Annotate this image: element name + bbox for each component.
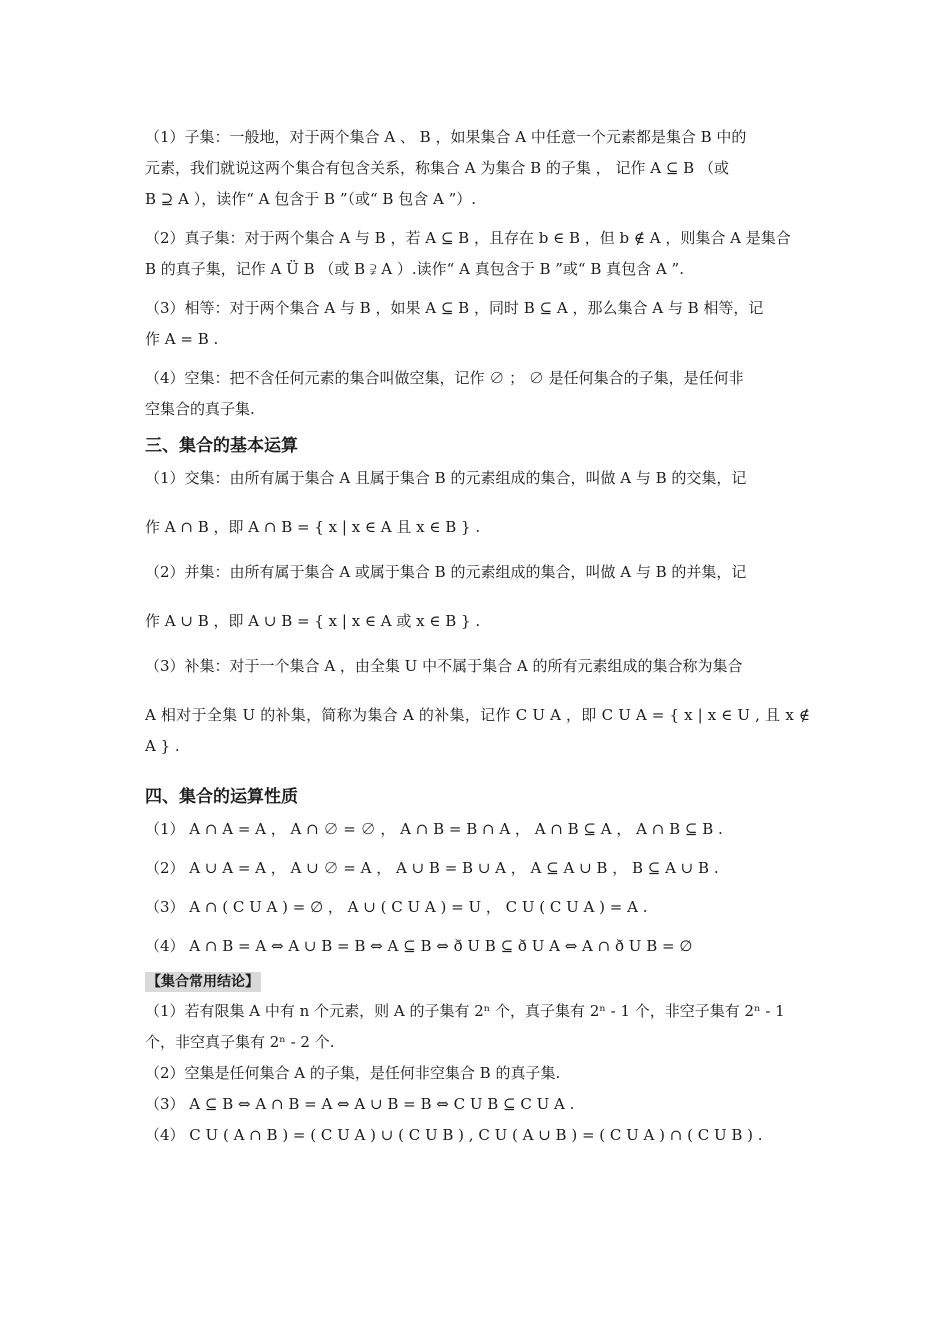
- conclusion-line-1: （1）若有限集 A 中有 n 个元素，则 A 的子集有 2ⁿ 个，真子集有 2ⁿ - 1 个，非空子集有 2ⁿ - 1: [145, 1002, 785, 1020]
- proper-subset-line-1: （2）真子集：对于两个集合 A 与 B ，若 A ⊆ B ，且存在 b ∈ B ，但 b ∉ A ，则集合 A 是集合: [145, 229, 791, 247]
- union-line-1: （2）并集：由所有属于集合 A 或属于集合 B 的元素组成的集合，叫做 A 与 B 的并集，记: [145, 563, 747, 581]
- section-title-basic-operations: 三、集合的基本运算: [145, 436, 298, 456]
- equality-line-2: 作 A = B .: [145, 330, 219, 348]
- complement-line-2: A 相对于全集 U 的补集，简称为集合 A 的补集，记作 C U A ，即 C U A = { x | x ∈ U , 且 x ∉ A } .: [145, 706, 810, 755]
- empty-set-line-1: （4）空集：把不含任何元素的集合叫做空集，记作 ∅ ； ∅ 是任何集合的子集，是任何非: [145, 369, 744, 387]
- property-line-3: （3） A ∩ ( C U A ) = ∅ ， A ∪ ( C U A ) = U ， C U ( C U A ) = A .: [145, 898, 648, 916]
- equality-line-1: （3）相等：对于两个集合 A 与 B ，如果 A ⊆ B ，同时 B ⊆ A ，那么集合 A 与 B 相等，记: [145, 299, 764, 317]
- subset-definition-line-1: （1）子集：一般地，对于两个集合 A 、 B ，如果集合 A 中任意一个元素都是集合 B 中的: [145, 128, 747, 146]
- property-line-2: （2） A ∪ A = A ， A ∪ ∅ = A ， A ∪ B = B ∪ A ， A ⊆ A ∪ B ， B ⊆ A ∪ B .: [145, 859, 719, 877]
- empty-set-line-2: 空集合的真子集.: [145, 400, 255, 418]
- proper-subset-line-2: B 的真子集，记作 A Ü B （或 B ⫌ A ）.读作“ A 真包含于 B ”或“ B 真包含 A ”.: [145, 260, 684, 278]
- conclusion-line-5: （4） C U ( A ∩ B ) = ( C U A ) ∪ ( C U B ) , C U ( A ∪ B ) = ( C U A ) ∩ ( C U B ) .: [145, 1126, 763, 1144]
- intersection-line-1: （1）交集：由所有属于集合 A 且属于集合 B 的元素组成的集合，叫做 A 与 B 的交集，记: [145, 469, 747, 487]
- section-title-operation-properties: 四、集合的运算性质: [145, 787, 298, 807]
- property-line-4: （4） A ∩ B = A ⇔ A ∪ B = B ⇔ A ⊆ B ⇔ ð U B ⊆ ð U A ⇔ A ∩ ð U B = ∅: [145, 937, 693, 955]
- subset-definition-line-2: 元素，我们就说这两个集合有包含关系，称集合 A 为集合 B 的子集 ， 记作 A ⊆ B （或: [145, 159, 729, 177]
- conclusion-line-2: 个，非空真子集有 2ⁿ - 2 个.: [145, 1033, 335, 1051]
- conclusion-line-4: （3） A ⊆ B ⇔ A ∩ B = A ⇔ A ∪ B = B ⇔ C U B ⊆ C U A .: [145, 1095, 575, 1113]
- property-line-1: （1） A ∩ A = A ， A ∩ ∅ = ∅ ， A ∩ B = B ∩ A ， A ∩ B ⊆ A ， A ∩ B ⊆ B .: [145, 820, 723, 838]
- document-body: [145, 122, 810, 1151]
- conclusions-tag: 【集合常用结论】: [147, 974, 259, 990]
- union-line-2: 作 A ∪ B ，即 A ∪ B = { x | x ∈ A 或 x ∈ B } .: [145, 612, 481, 630]
- intersection-line-2: 作 A ∩ B ，即 A ∩ B = { x | x ∈ A 且 x ∈ B } .: [145, 518, 481, 536]
- complement-line-1: （3）补集：对于一个集合 A ，由全集 U 中不属于集合 A 的所有元素组成的集合称为集合: [145, 657, 743, 675]
- conclusion-line-3: （2）空集是任何集合 A 的子集，是任何非空集合 B 的真子集.: [145, 1064, 561, 1082]
- subset-definition-line-3: B ⊇ A ），读作“ A 包含于 B ”（或“ B 包含 A ”）.: [145, 190, 477, 208]
